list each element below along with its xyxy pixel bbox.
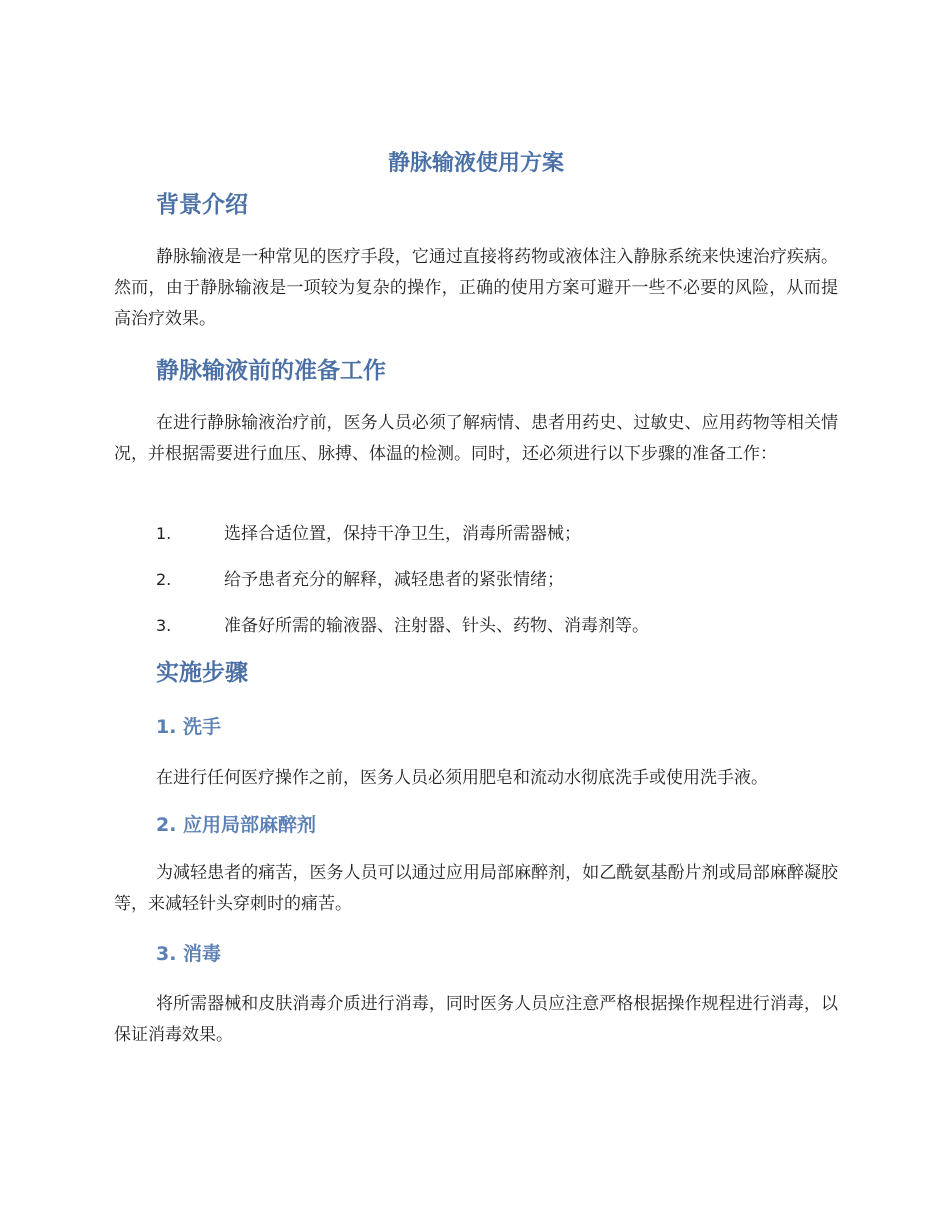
step-paragraph-anesthetic: 为减轻患者的痛苦，医务人员可以通过应用局部麻醉剂，如乙酰氨基酚片剂或局部麻醉凝胶等，来减轻针头穿刺时的痛苦。 xyxy=(114,863,838,914)
document-page xyxy=(114,0,838,1230)
section-paragraph-background: 静脉输液是一种常见的医疗手段，它通过直接将药物或液体注入静脉系统来快速治疗疾病。然而，由于静脉输液是一项较为复杂的操作，正确的使用方案可避开一些不必要的风险，从而提高治疗效果。 xyxy=(114,247,838,329)
step-title-disinfection: 3. 消毒 xyxy=(156,943,222,965)
list-item xyxy=(156,566,838,594)
list-item-text: 准备好所需的输液器、注射器、针头、药物、消毒剂等。 xyxy=(224,616,649,636)
list-item-number: 1. xyxy=(156,524,172,543)
section-paragraph-preparation: 在进行静脉输液治疗前，医务人员必须了解病情、患者用药史、过敏史、应用药物等相关情况，并根据需要进行血压、脉搏、体温的检测。同时，还必须进行以下步骤的准备工作： xyxy=(114,413,838,464)
list-item xyxy=(156,520,838,548)
step-paragraph-handwashing: 在进行任何医疗操作之前，医务人员必须用肥皂和流动水彻底洗手或使用洗手液。 xyxy=(156,768,768,788)
list-item-text: 选择合适位置，保持干净卫生，消毒所需器械； xyxy=(224,524,581,544)
list-item-number: 2. xyxy=(156,570,172,589)
list-item-number: 3. xyxy=(156,616,172,635)
section-heading-steps: 实施步骤 xyxy=(156,660,248,686)
document-title: 静脉输液使用方案 xyxy=(387,151,564,176)
step-title-anesthetic: 2. 应用局部麻醉剂 xyxy=(156,814,317,836)
section-heading-background: 背景介绍 xyxy=(156,192,248,218)
list-item xyxy=(156,612,838,640)
list-item-text: 给予患者充分的解释，减轻患者的紧张情绪； xyxy=(224,570,564,590)
section-heading-preparation: 静脉输液前的准备工作 xyxy=(156,358,386,384)
step-title-handwashing: 1. 洗手 xyxy=(156,716,222,738)
step-paragraph-disinfection: 将所需器械和皮肤消毒介质进行消毒，同时医务人员应注意严格根据操作规程进行消毒，以保证消毒效果。 xyxy=(114,994,838,1045)
